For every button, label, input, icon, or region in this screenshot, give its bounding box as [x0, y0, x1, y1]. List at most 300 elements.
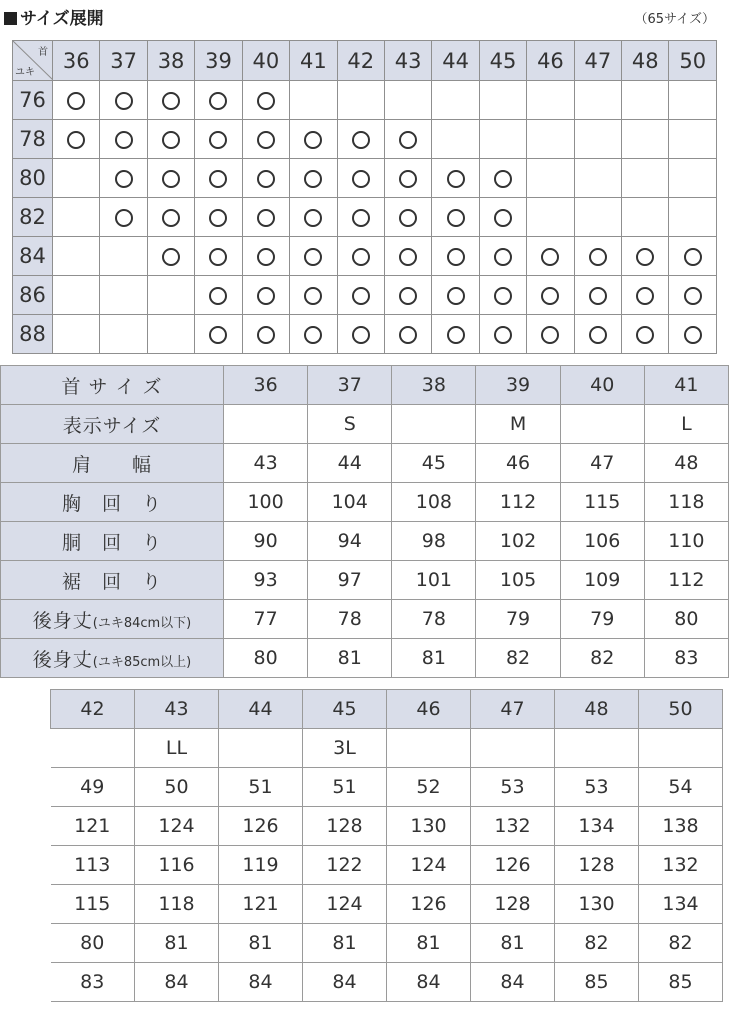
measurement-value: 112 — [644, 561, 728, 600]
available-circle-icon — [209, 209, 227, 227]
sleeve-length-header: 76 — [13, 81, 53, 120]
grid-cell — [100, 120, 147, 159]
grid-cell — [147, 120, 194, 159]
measurement-value — [471, 729, 555, 768]
size-count: （65サイズ） — [634, 12, 715, 27]
measurement-value: 46 — [476, 444, 560, 483]
measurement-value: 124 — [135, 807, 219, 846]
measurement-value: 115 — [560, 483, 644, 522]
measurement-label-text: 後身丈 — [32, 609, 93, 632]
available-circle-icon — [684, 326, 702, 344]
grid-cell — [669, 198, 717, 237]
size-spec-table-1 — [0, 365, 729, 678]
spec2-row — [51, 807, 723, 846]
grid-cell — [242, 159, 289, 198]
measurement-label — [1, 600, 224, 639]
grid-row — [13, 315, 717, 354]
grid-cell — [242, 198, 289, 237]
grid-cell — [195, 198, 242, 237]
measurement-value: 47 — [560, 444, 644, 483]
grid-cell — [574, 159, 621, 198]
neck-size-header: 41 — [644, 366, 728, 405]
available-circle-icon — [447, 209, 465, 227]
grid-cell — [432, 315, 479, 354]
measurement-value: 115 — [51, 885, 135, 924]
grid-cell — [669, 81, 717, 120]
available-circle-icon — [399, 170, 417, 188]
grid-cell — [384, 159, 431, 198]
measurement-label — [1, 483, 224, 522]
grid-cell — [337, 315, 384, 354]
available-circle-icon — [352, 326, 370, 344]
grid-cell — [527, 159, 574, 198]
grid-cell — [527, 237, 574, 276]
available-circle-icon — [352, 170, 370, 188]
measurement-value: 78 — [392, 600, 476, 639]
available-circle-icon — [115, 131, 133, 149]
grid-cell — [574, 198, 621, 237]
available-circle-icon — [541, 248, 559, 266]
neck-axis-label: 首 — [38, 47, 48, 58]
measurement-value: 52 — [387, 768, 471, 807]
neck-size-header: 45 — [303, 690, 387, 729]
measurement-value: 124 — [303, 885, 387, 924]
grid-cell — [574, 315, 621, 354]
size-availability-grid — [12, 40, 717, 354]
available-circle-icon — [304, 248, 322, 266]
spec1-row — [1, 600, 729, 639]
grid-cell — [53, 276, 100, 315]
neck-size-header: 40 — [242, 41, 289, 81]
grid-cell — [53, 237, 100, 276]
sleeve-length-header: 82 — [13, 198, 53, 237]
measurement-value: 119 — [219, 846, 303, 885]
measurement-value: 106 — [560, 522, 644, 561]
grid-cell — [479, 159, 526, 198]
neck-size-header: 46 — [387, 690, 471, 729]
spec2-row — [51, 963, 723, 1002]
measurement-value: 51 — [303, 768, 387, 807]
measurement-value: 118 — [644, 483, 728, 522]
neck-size-header: 38 — [392, 366, 476, 405]
available-circle-icon — [67, 92, 85, 110]
grid-cell — [242, 120, 289, 159]
neck-size-header: 43 — [135, 690, 219, 729]
measurement-value — [560, 405, 644, 444]
available-circle-icon — [162, 248, 180, 266]
available-circle-icon — [209, 170, 227, 188]
grid-corner-cell — [13, 41, 53, 81]
grid-cell — [100, 159, 147, 198]
available-circle-icon — [257, 326, 275, 344]
measurement-value: 85 — [555, 963, 639, 1002]
grid-cell — [147, 237, 194, 276]
measurement-value: 121 — [51, 807, 135, 846]
measurement-value: 45 — [392, 444, 476, 483]
measurement-value: 83 — [51, 963, 135, 1002]
measurement-value: 104 — [308, 483, 392, 522]
spec1-row — [1, 405, 729, 444]
measurement-value: 48 — [644, 444, 728, 483]
spec2-row — [51, 846, 723, 885]
measurement-label — [1, 639, 224, 678]
measurement-value: 94 — [308, 522, 392, 561]
available-circle-icon — [589, 287, 607, 305]
measurement-value: 128 — [303, 807, 387, 846]
grid-cell — [669, 315, 717, 354]
sleeve-axis-label: ユキ — [15, 67, 35, 78]
spec1-row — [1, 444, 729, 483]
measurement-value: 132 — [471, 807, 555, 846]
measurement-value: 53 — [555, 768, 639, 807]
grid-cell — [384, 198, 431, 237]
neck-size-header: 37 — [308, 366, 392, 405]
measurement-value: 77 — [224, 600, 308, 639]
grid-cell — [337, 120, 384, 159]
grid-cell — [622, 81, 669, 120]
measurement-value: 84 — [303, 963, 387, 1002]
spec1-row — [1, 483, 729, 522]
measurement-value: 100 — [224, 483, 308, 522]
available-circle-icon — [115, 92, 133, 110]
measurement-value — [387, 729, 471, 768]
available-circle-icon — [447, 326, 465, 344]
measurement-label-text: 胴 回 り — [61, 531, 162, 554]
grid-cell — [100, 237, 147, 276]
measurement-value: L — [644, 405, 728, 444]
grid-cell — [479, 198, 526, 237]
grid-cell — [479, 276, 526, 315]
available-circle-icon — [399, 248, 417, 266]
grid-cell — [384, 120, 431, 159]
measurement-value: 121 — [219, 885, 303, 924]
measurement-value: 109 — [560, 561, 644, 600]
grid-row — [13, 120, 717, 159]
grid-cell — [242, 276, 289, 315]
grid-cell — [384, 315, 431, 354]
available-circle-icon — [209, 92, 227, 110]
available-circle-icon — [352, 209, 370, 227]
available-circle-icon — [209, 326, 227, 344]
measurement-value: 80 — [644, 600, 728, 639]
grid-cell — [53, 159, 100, 198]
available-circle-icon — [447, 248, 465, 266]
grid-row — [13, 237, 717, 276]
sleeve-length-header: 88 — [13, 315, 53, 354]
measurement-value: 81 — [471, 924, 555, 963]
available-circle-icon — [352, 248, 370, 266]
neck-size-header: 39 — [195, 41, 242, 81]
measurement-value: 81 — [387, 924, 471, 963]
grid-cell — [242, 237, 289, 276]
grid-cell — [100, 276, 147, 315]
section-title-text: サイズ展開 — [20, 9, 104, 29]
measurement-label — [1, 522, 224, 561]
measurement-value — [392, 405, 476, 444]
measurement-value: 82 — [560, 639, 644, 678]
available-circle-icon — [636, 248, 654, 266]
grid-cell — [100, 315, 147, 354]
grid-cell — [432, 198, 479, 237]
measurement-label-text: 肩 幅 — [71, 453, 152, 476]
available-circle-icon — [352, 131, 370, 149]
available-circle-icon — [447, 287, 465, 305]
measurement-label-text: 表示サイズ — [62, 414, 162, 437]
grid-cell — [527, 315, 574, 354]
grid-cell — [669, 120, 717, 159]
measurement-value: 112 — [476, 483, 560, 522]
measurement-value: 51 — [219, 768, 303, 807]
measurement-value: 81 — [219, 924, 303, 963]
grid-cell — [574, 81, 621, 120]
measurement-value: 116 — [135, 846, 219, 885]
measurement-value: 81 — [308, 639, 392, 678]
grid-cell — [290, 159, 337, 198]
grid-cell — [432, 81, 479, 120]
neck-size-header: 44 — [219, 690, 303, 729]
spec1-row — [1, 561, 729, 600]
measurement-value: 78 — [308, 600, 392, 639]
spec2-row — [51, 768, 723, 807]
measurement-value: 118 — [135, 885, 219, 924]
grid-cell — [147, 159, 194, 198]
measurement-value: 105 — [476, 561, 560, 600]
measurement-value: 82 — [639, 924, 723, 963]
grid-cell — [195, 81, 242, 120]
available-circle-icon — [399, 287, 417, 305]
available-circle-icon — [399, 209, 417, 227]
available-circle-icon — [115, 209, 133, 227]
section-title — [4, 4, 104, 29]
spec2-row — [51, 885, 723, 924]
grid-cell — [100, 198, 147, 237]
available-circle-icon — [257, 209, 275, 227]
grid-cell — [527, 81, 574, 120]
measurement-value: 85 — [639, 963, 723, 1002]
grid-cell — [527, 276, 574, 315]
grid-cell — [147, 315, 194, 354]
available-circle-icon — [209, 287, 227, 305]
measurement-value: S — [308, 405, 392, 444]
measurement-value: 83 — [644, 639, 728, 678]
neck-size-header: 37 — [100, 41, 147, 81]
available-circle-icon — [209, 248, 227, 266]
available-circle-icon — [162, 92, 180, 110]
grid-cell — [479, 237, 526, 276]
neck-size-header: 36 — [53, 41, 100, 81]
grid-cell — [195, 120, 242, 159]
available-circle-icon — [304, 170, 322, 188]
measurement-value: 113 — [51, 846, 135, 885]
grid-cell — [622, 120, 669, 159]
spec2-row — [51, 729, 723, 768]
available-circle-icon — [684, 287, 702, 305]
measurement-value: 101 — [392, 561, 476, 600]
grid-cell — [669, 276, 717, 315]
grid-cell — [622, 198, 669, 237]
grid-cell — [147, 276, 194, 315]
spec1-header-row — [1, 366, 729, 405]
grid-cell — [479, 315, 526, 354]
grid-cell — [337, 81, 384, 120]
measurement-value: 81 — [392, 639, 476, 678]
grid-cell — [53, 315, 100, 354]
measurement-value: 93 — [224, 561, 308, 600]
measurement-value — [555, 729, 639, 768]
neck-size-header: 47 — [574, 41, 621, 81]
measurement-value: 84 — [471, 963, 555, 1002]
grid-row — [13, 198, 717, 237]
grid-cell — [479, 81, 526, 120]
measurement-value: 126 — [471, 846, 555, 885]
measurement-value: 79 — [476, 600, 560, 639]
available-circle-icon — [636, 326, 654, 344]
grid-cell — [384, 81, 431, 120]
neck-size-header: 46 — [527, 41, 574, 81]
measurement-label — [1, 444, 224, 483]
sleeve-length-header: 84 — [13, 237, 53, 276]
grid-cell — [622, 315, 669, 354]
grid-cell — [432, 159, 479, 198]
grid-cell — [527, 198, 574, 237]
neck-size-header: 41 — [290, 41, 337, 81]
measurement-value: 134 — [555, 807, 639, 846]
grid-cell — [337, 198, 384, 237]
grid-cell — [53, 198, 100, 237]
neck-size-header: 44 — [432, 41, 479, 81]
measurement-value: 98 — [392, 522, 476, 561]
measurement-label-text: 裾 回 り — [61, 570, 162, 593]
grid-cell — [100, 81, 147, 120]
measurement-value: 128 — [471, 885, 555, 924]
available-circle-icon — [494, 248, 512, 266]
neck-size-header: 42 — [337, 41, 384, 81]
grid-cell — [195, 276, 242, 315]
measurement-value: 44 — [308, 444, 392, 483]
measurement-label-note: (ユキ84cm以下) — [92, 615, 192, 631]
available-circle-icon — [304, 131, 322, 149]
measurement-value: 54 — [639, 768, 723, 807]
measurement-value: 90 — [224, 522, 308, 561]
measurement-value — [224, 405, 308, 444]
measurement-value: 43 — [224, 444, 308, 483]
grid-cell — [622, 276, 669, 315]
grid-cell — [290, 120, 337, 159]
available-circle-icon — [67, 131, 85, 149]
measurement-label-text: 後身丈 — [32, 648, 93, 671]
measurement-value: 81 — [135, 924, 219, 963]
measurement-label-text: 胸 回 り — [61, 492, 162, 515]
measurement-value: M — [476, 405, 560, 444]
grid-cell — [337, 159, 384, 198]
measurement-value: 132 — [639, 846, 723, 885]
neck-size-header: 48 — [555, 690, 639, 729]
measurement-value: 81 — [303, 924, 387, 963]
grid-cell — [384, 276, 431, 315]
measurement-value: 79 — [560, 600, 644, 639]
measurement-value: 80 — [224, 639, 308, 678]
grid-cell — [669, 237, 717, 276]
available-circle-icon — [257, 92, 275, 110]
available-circle-icon — [352, 287, 370, 305]
available-circle-icon — [636, 287, 654, 305]
available-circle-icon — [494, 170, 512, 188]
measurement-value: 134 — [639, 885, 723, 924]
grid-row — [13, 276, 717, 315]
measurement-value: 80 — [51, 924, 135, 963]
available-circle-icon — [589, 248, 607, 266]
measurement-value: 128 — [555, 846, 639, 885]
measurement-value: 130 — [387, 807, 471, 846]
grid-cell — [432, 237, 479, 276]
measurement-label-note: (ユキ85cm以上) — [92, 654, 192, 670]
sleeve-length-header: 86 — [13, 276, 53, 315]
neck-size-header: 42 — [51, 690, 135, 729]
grid-cell — [195, 237, 242, 276]
neck-size-header: 50 — [669, 41, 717, 81]
grid-cell — [574, 237, 621, 276]
available-circle-icon — [304, 326, 322, 344]
grid-cell — [242, 81, 289, 120]
grid-cell — [290, 198, 337, 237]
grid-cell — [622, 159, 669, 198]
available-circle-icon — [304, 287, 322, 305]
measurement-label — [1, 405, 224, 444]
measurement-value: 126 — [387, 885, 471, 924]
grid-cell — [337, 276, 384, 315]
available-circle-icon — [162, 131, 180, 149]
grid-cell — [195, 315, 242, 354]
available-circle-icon — [494, 326, 512, 344]
measurement-value: 3L — [303, 729, 387, 768]
grid-row — [13, 81, 717, 120]
grid-cell — [53, 81, 100, 120]
neck-size-header: 39 — [476, 366, 560, 405]
grid-cell — [242, 315, 289, 354]
measurement-value: 138 — [639, 807, 723, 846]
grid-cell — [384, 237, 431, 276]
measurement-value: 108 — [392, 483, 476, 522]
grid-cell — [290, 81, 337, 120]
available-circle-icon — [115, 170, 133, 188]
measurement-value: 84 — [135, 963, 219, 1002]
grid-cell — [574, 120, 621, 159]
available-circle-icon — [494, 209, 512, 227]
grid-cell — [290, 276, 337, 315]
grid-cell — [290, 237, 337, 276]
neck-size-header: 48 — [622, 41, 669, 81]
available-circle-icon — [447, 170, 465, 188]
neck-size-header: 36 — [224, 366, 308, 405]
available-circle-icon — [541, 326, 559, 344]
available-circle-icon — [494, 287, 512, 305]
measurement-label — [1, 561, 224, 600]
grid-header-row — [13, 41, 717, 81]
available-circle-icon — [684, 248, 702, 266]
size-spec-table-2 — [50, 689, 723, 1002]
measurement-value: 49 — [51, 768, 135, 807]
spec2-row — [51, 924, 723, 963]
neck-size-label: 首 サ イ ズ — [1, 366, 224, 405]
measurement-value: 102 — [476, 522, 560, 561]
measurement-value: 50 — [135, 768, 219, 807]
grid-cell — [432, 120, 479, 159]
grid-cell — [432, 276, 479, 315]
neck-size-header: 50 — [639, 690, 723, 729]
neck-size-header: 45 — [479, 41, 526, 81]
available-circle-icon — [209, 131, 227, 149]
grid-cell — [195, 159, 242, 198]
